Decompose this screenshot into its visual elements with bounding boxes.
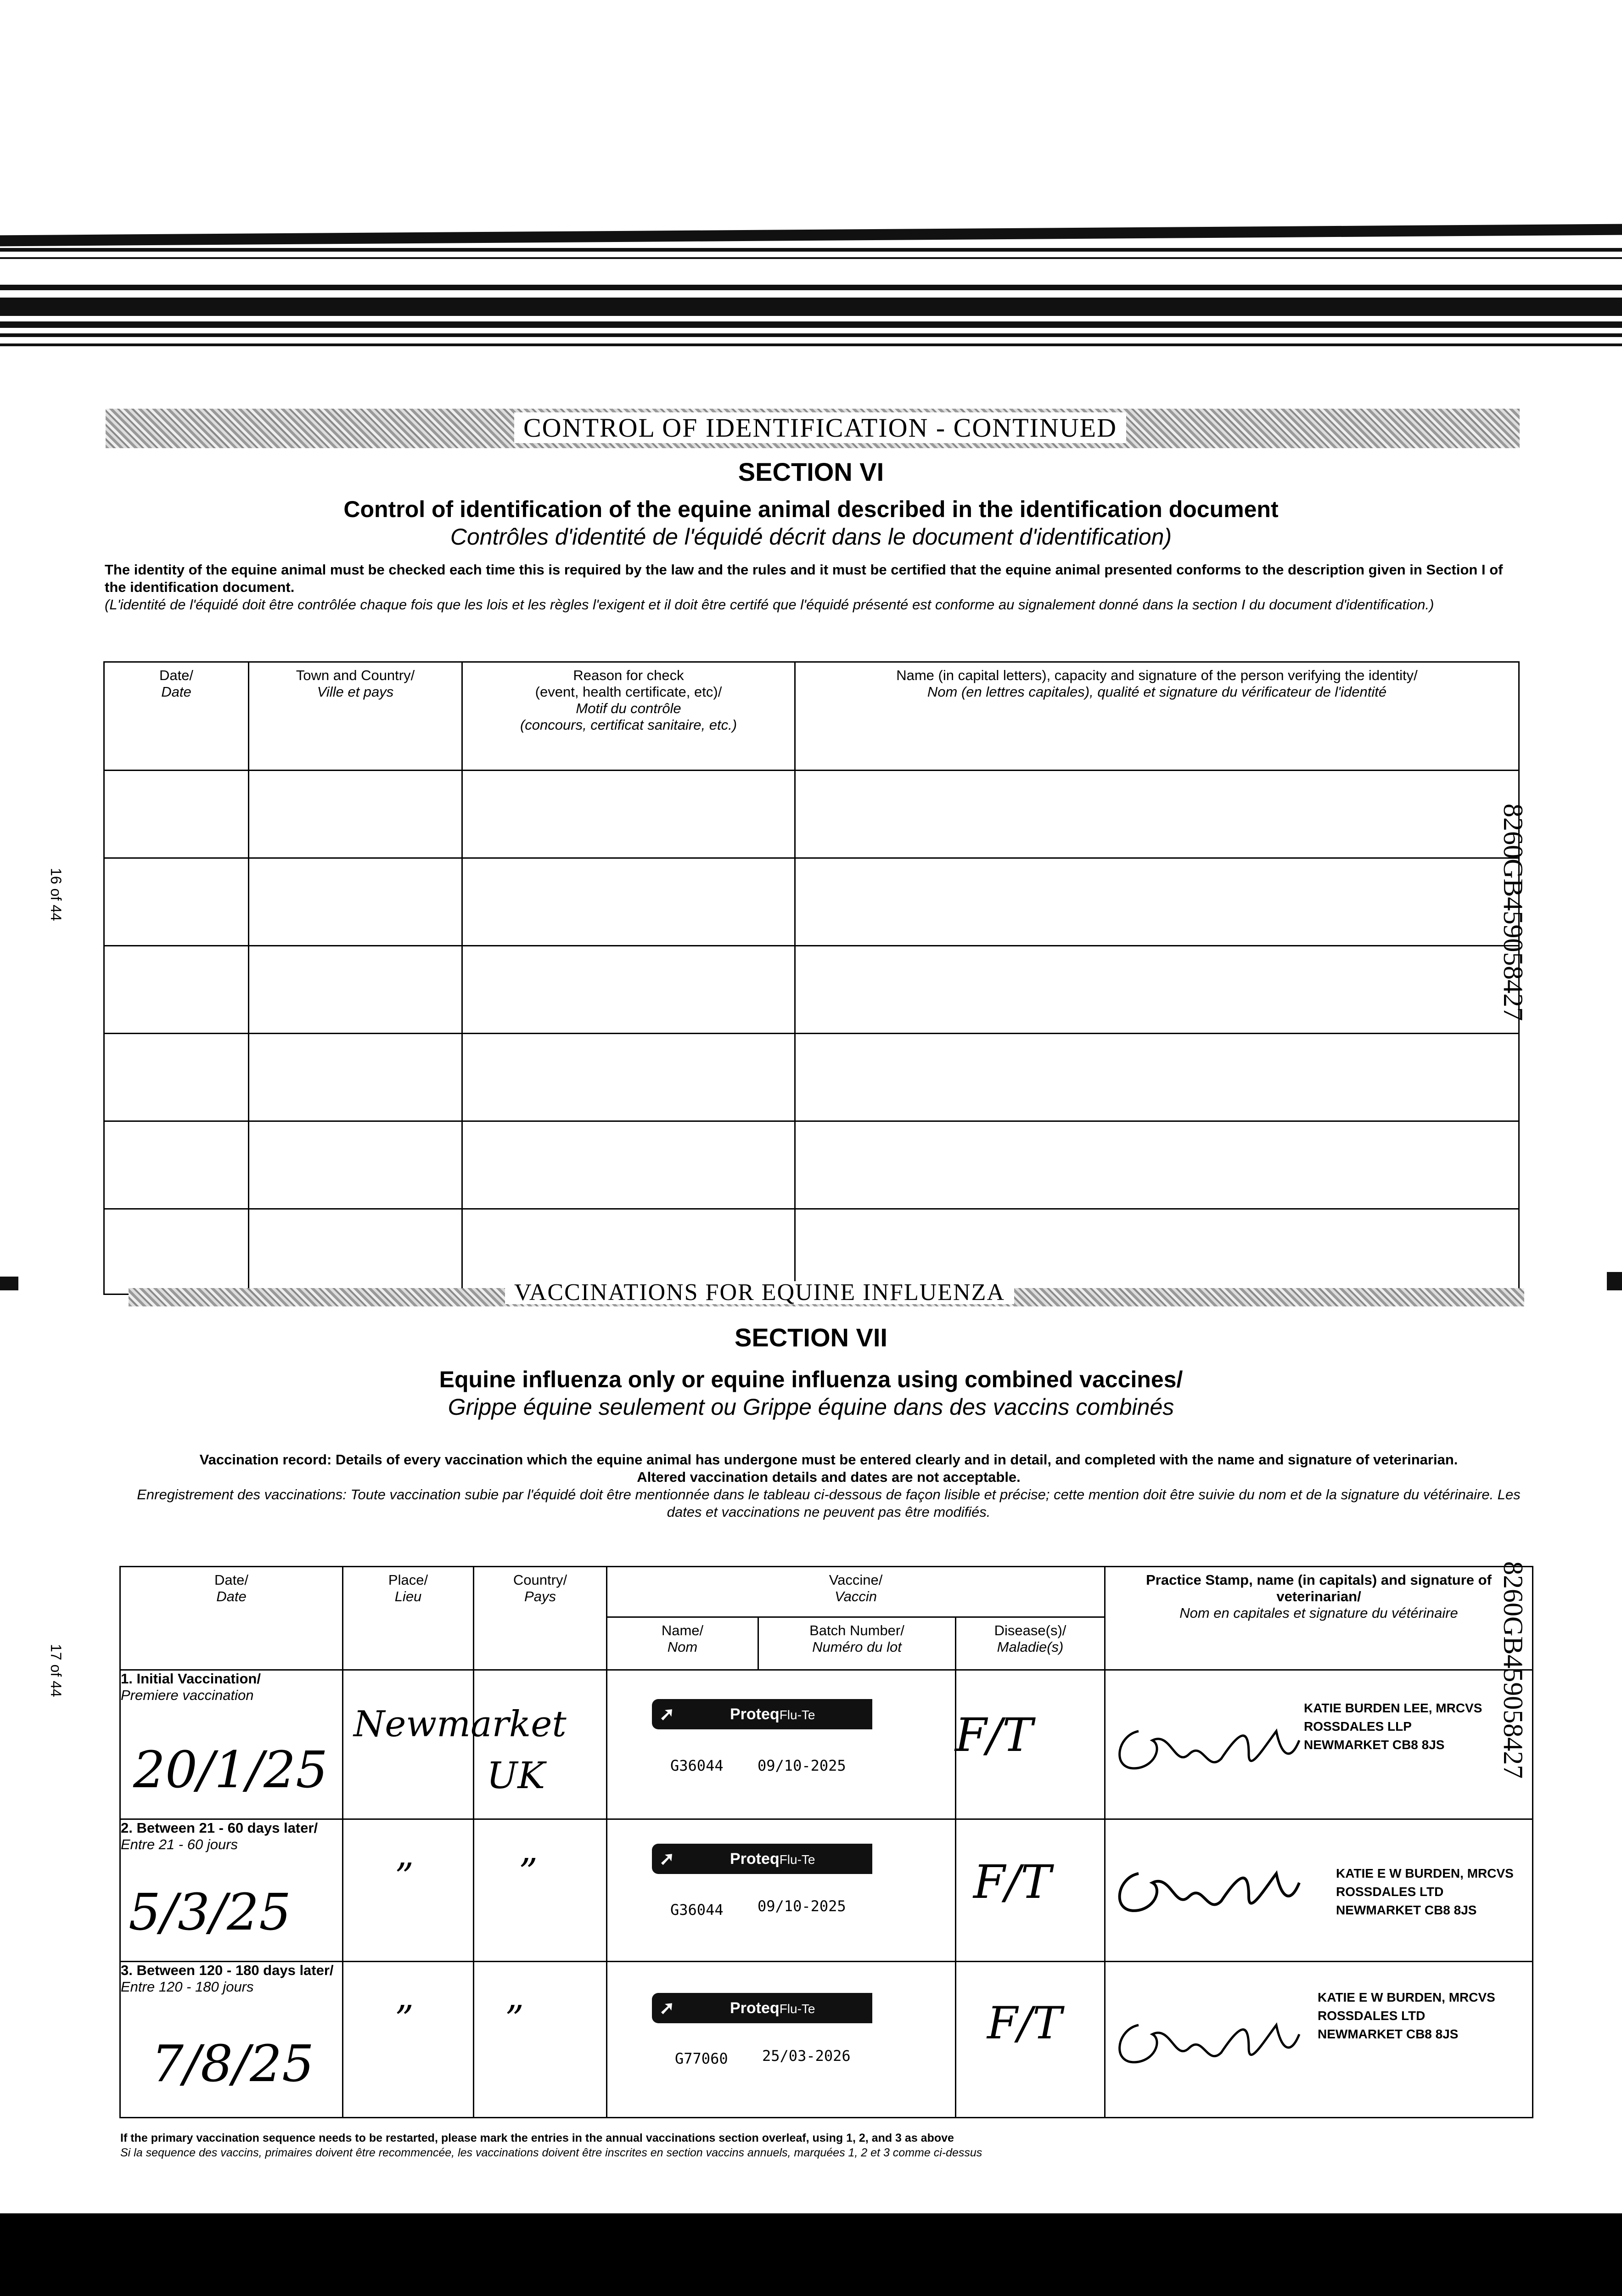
handwritten-date: 7/8/25 [152,2034,314,2093]
page-fold [1607,1272,1622,1290]
intro-en: The identity of the equine animal must be checked each time this is required by the law and the rules and it must be certified that the equine animal presented conforms to the description given in Section I of the identification document. [105,562,1503,595]
cell[interactable] [249,1209,462,1294]
footer-fr: Si la sequence des vaccins, primaires doivent être recommencée, les vaccinations doivent être inscrites en section vaccins annuels, marquées 1, 2 et 3 comme ci-dessus [120,2146,982,2159]
vaccine-name: ProteqFlu-Te [730,1850,815,1868]
batch-number: G36044 [670,1901,724,1919]
booklet-edge [0,333,1622,337]
cell[interactable] [795,1121,1519,1209]
cell[interactable] [249,858,462,946]
practice-stamp: KATIE E W BURDEN, MRCVS ROSSDALES LTD NEWMARKET CB8 8JS [1336,1866,1514,1917]
proteq-logo-icon: ➚ [659,1998,675,2018]
cell[interactable] [462,946,795,1034]
col-country: Country/ Pays [474,1567,607,1670]
cell[interactable] [104,946,249,1034]
row-label: 1. Initial Vaccination/ Premiere vaccination [120,1670,343,1819]
batch-expiry: 09/10-2025 [758,1897,846,1915]
col-stamp: Practice Stamp, name (in capitals) and signature of veterinarian/ Nom en capitales et signature du vétérinaire [1105,1567,1533,1670]
handwritten-disease: F/T [987,1998,1062,2049]
handwritten-date: 20/1/25 [133,1740,328,1799]
section-heading: SECTION VII [735,1323,887,1352]
cell[interactable] [795,946,1519,1034]
vet-signature [1111,1855,1304,1929]
intro-fr: (L'identité de l'équidé doit être contrôlée chaque fois que les lois et les règles l'exigent et il doit être certifé que l'équidé présenté est conforme au signalement donné dans la section I du document d'identification.) [105,597,1434,613]
handwritten-place: ” [395,1998,414,2040]
cell[interactable] [104,771,249,858]
batch-expiry: 25/03-2026 [762,2047,851,2065]
cell[interactable] [249,946,462,1034]
vaccine-label [652,1699,872,1729]
cell[interactable] [104,1209,249,1294]
cell[interactable] [249,771,462,858]
intro-text [129,1451,1529,1521]
practice-stamp: KATIE E W BURDEN, MRCVS ROSSDALES LTD NEWMARKET CB8 8JS [1318,1990,1495,2041]
booklet-edge [0,298,1622,316]
footer-note [120,2131,1543,2160]
booklet-edge [0,285,1622,290]
row-label: 3. Between 120 - 180 days later/ Entre 120 - 180 jours [120,1962,343,2118]
cell[interactable] [104,1121,249,1209]
booklet-edge [0,321,1622,328]
intro-fr: Enregistrement des vaccinations: Toute vaccination subie par l'équidé doit être mentionnée dans le tableau ci-dessous de façon lisible et précise; cette mention doit être suivie du nom et de la signature du vétérinaire. Les dates et vaccinations ne peuvent pas être modifiés. [137,1486,1521,1520]
handwritten-country: ” [505,1998,524,2040]
handwritten-country: ” [519,1851,538,1893]
col-name: Name (in capital letters), capacity and signature of the person verifying the identity/ Nom (en lettres capitales), qualité et signature du vérificateur de l'identité [795,662,1519,771]
cell[interactable] [474,1962,607,2118]
cell[interactable] [607,1962,956,2118]
col-place: Place/ Lieu [343,1567,474,1670]
cell[interactable] [607,1670,956,1819]
handwritten-place: Newmarket [354,1704,567,1745]
cell[interactable] [795,858,1519,946]
handwritten-disease: F/T [973,1855,1051,1909]
cell[interactable] [462,858,795,946]
col-date: Date/ Date [120,1567,343,1670]
cell[interactable] [795,1034,1519,1121]
cell[interactable] [462,771,795,858]
section-title: Control of identification of the equine animal described in the identification document [343,496,1279,522]
scan-border [0,2213,1622,2296]
section-title-fr: Grippe équine seulement ou Grippe équine dans des vaccins combinés [448,1394,1174,1420]
intro-text [105,561,1505,613]
handwritten-date: 5/3/25 [129,1883,292,1941]
side-code: 8260GB459058427 [1498,804,1528,1021]
col-batch: Batch Number/ Numéro du lot [758,1617,956,1670]
booklet-edge [0,248,1622,252]
cell[interactable] [795,771,1519,858]
intro-en: Vaccination record: Details of every vaccination which the equine animal has undergone must be entered clearly and in detail, and completed with the name and signature of veterinarian. [199,1452,1458,1468]
col-town: Town and Country/ Ville et pays [249,662,462,771]
cell[interactable] [607,1819,956,1962]
vaccine-label [652,1993,872,2023]
cell[interactable] [249,1034,462,1121]
batch-number: G77060 [675,2050,728,2067]
vaccine-name: ProteqFlu-Te [730,1999,815,2017]
page-fold [0,1277,18,1290]
banner-title: CONTROL OF IDENTIFICATION - CONTINUED [514,412,1126,443]
col-date: Date/ Date [104,662,249,771]
section-heading: SECTION VI [738,457,884,486]
handwritten-country: UK [487,1754,545,1797]
cell[interactable] [474,1819,607,1962]
proteq-logo-icon: ➚ [659,1704,675,1724]
cell[interactable] [462,1034,795,1121]
row-label: 2. Between 21 - 60 days later/ Entre 21 - 60 jours [120,1819,343,1962]
footer-en: If the primary vaccination sequence needs to be restarted, please mark the entries in the annual vaccinations section overleaf, using 1, 2, and 3 as above [120,2132,954,2144]
handwritten-disease: F/T [955,1708,1033,1762]
col-vaccine-name: Name/ Nom [607,1617,758,1670]
vaccine-name: ProteqFlu-Te [730,1705,815,1723]
col-vaccine: Vaccine/ Vaccin [607,1567,1105,1617]
booklet-edge [0,224,1622,247]
cell[interactable] [104,1034,249,1121]
intro-en2: Altered vaccination details and dates are not acceptable. [637,1469,1021,1485]
cell[interactable] [462,1121,795,1209]
identification-table [103,661,1520,1295]
practice-stamp: KATIE BURDEN LEE, MRCVS ROSSDALES LLP NEWMARKET CB8 8JS [1304,1701,1482,1752]
vet-signature [1111,2007,1304,2080]
booklet-edge [0,343,1622,346]
page-number: 16 of 44 [48,868,64,921]
banner-title: VACCINATIONS FOR EQUINE INFLUENZA [505,1281,1014,1304]
batch-number: G36044 [670,1757,724,1774]
col-disease: Disease(s)/ Maladie(s) [956,1617,1105,1670]
side-code: 8260GB459058427 [1498,1561,1528,1779]
vet-signature [1111,1713,1304,1786]
section-title-fr: Contrôles d'identité de l'équidé décrit dans le document d'identification) [450,524,1172,550]
cell[interactable] [104,858,249,946]
cell[interactable] [249,1121,462,1209]
batch-expiry: 09/10-2025 [758,1757,846,1774]
vaccine-label [652,1844,872,1874]
proteq-logo-icon: ➚ [659,1849,675,1869]
section-title: Equine influenza only or equine influenza using combined vaccines/ [439,1367,1183,1392]
booklet-edge [0,257,1622,259]
col-reason: Reason for check (event, health certificate, etc)/ Motif du contrôle (concours, certificat sanitaire, etc.) [462,662,795,771]
page-number: 17 of 44 [48,1644,64,1697]
handwritten-place: ” [395,1855,414,1898]
